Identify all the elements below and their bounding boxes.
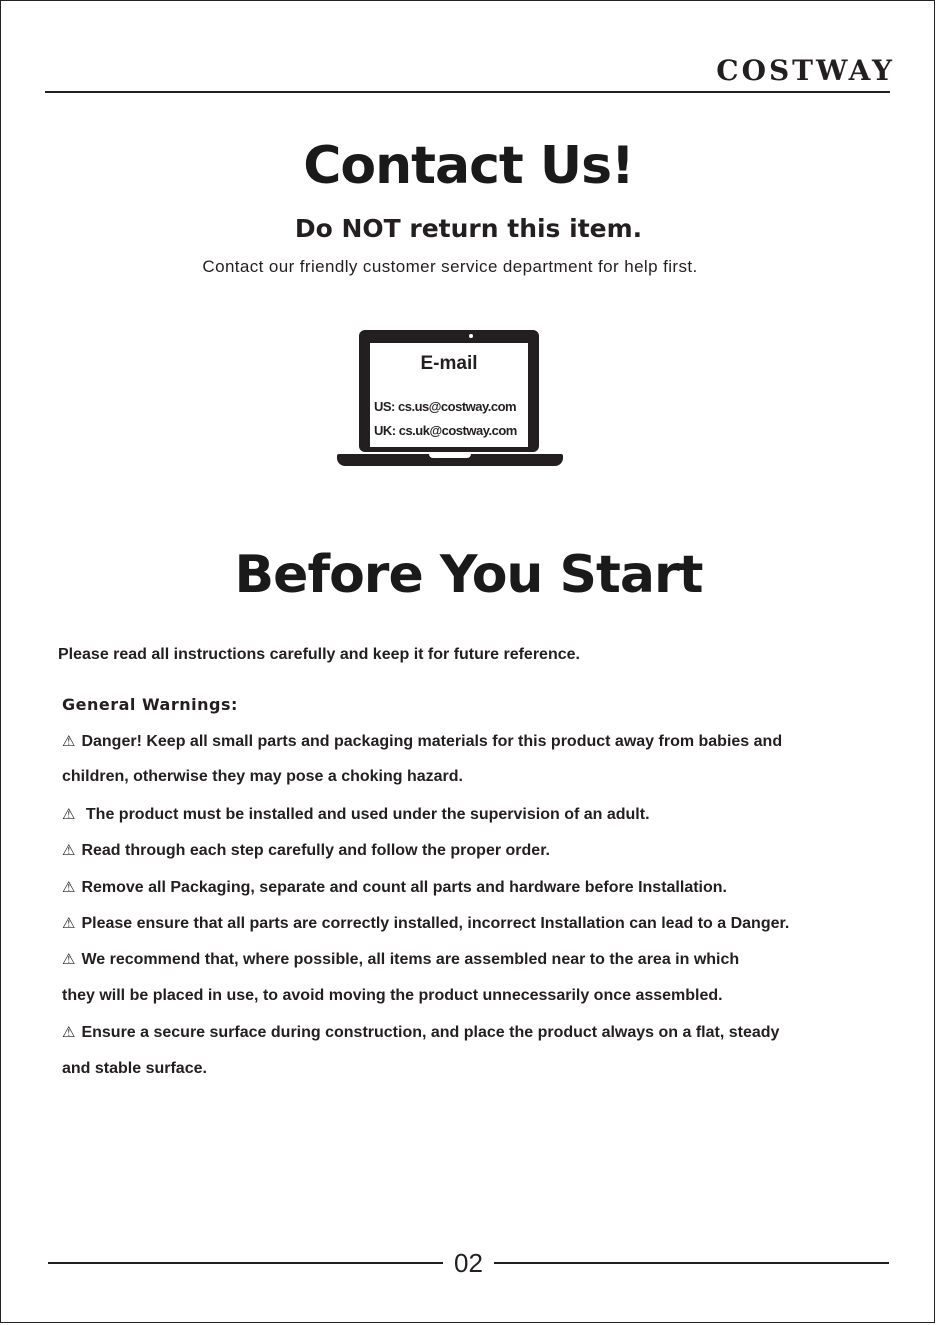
general-warnings-heading: General Warnings: [62,695,238,714]
footer-divider-right [494,1262,889,1264]
do-not-return-notice: Do NOT return this item. [294,214,643,243]
warning-line [62,805,650,824]
warning-line [62,1060,207,1078]
warning-line [62,950,739,969]
read-instructions-note: Please read all instructions carefully and keep it for future reference. [58,646,580,663]
warning-triangle-icon: ⚠ [62,806,76,823]
laptop-notch [429,454,471,458]
warning-text: they will be placed in use, to avoid moving the product unnecessarily once assembled. [62,987,723,1004]
email-us[interactable]: US: cs.us@costway.com [374,399,517,414]
warning-triangle-icon: ⚠ [62,1024,76,1041]
contact-intro: Contact our friendly customer service department for help first. [202,257,698,276]
warning-triangle-icon: ⚠ [62,915,76,932]
warning-text: We recommend that, where possible, all items are assembled near to the area in which [81,951,740,968]
warning-line [62,732,782,751]
header-divider [45,91,890,93]
warning-line [62,768,463,786]
warning-line [62,1023,779,1042]
warning-triangle-icon: ⚠ [62,842,76,859]
contact-title: Contact Us! [303,136,634,196]
warning-triangle-icon: ⚠ [62,951,76,968]
warning-text: The product must be installed and used under the supervision of an adult. [81,806,650,823]
warning-text: and stable surface. [62,1060,207,1077]
warning-text: Ensure a secure surface during construction, and place the product always on a flat, steady [81,1024,780,1041]
warning-text: Please ensure that all parts are correctly installed, incorrect Installation can lead to a Danger. [81,915,790,932]
brand-logo: COSTWAY [716,54,895,87]
warning-triangle-icon: ⚠ [62,733,76,750]
warning-line [62,987,723,1005]
laptop-illustration [337,328,563,470]
warning-text: Remove all Packaging, separate and count all parts and hardware before Installation. [81,879,727,896]
warning-text: Read through each step carefully and follow the proper order. [81,842,550,859]
warning-line [62,878,727,897]
email-uk[interactable]: UK: cs.uk@costway.com [374,423,517,438]
page-number: 02 [454,1248,483,1278]
warning-line [62,841,550,860]
before-you-start-title: Before You Start [234,545,703,605]
warning-triangle-icon: ⚠ [62,879,76,896]
warning-text: Danger! Keep all small parts and packaging materials for this product away from babies and [81,733,783,750]
warning-line [62,914,789,933]
laptop-camera-dot [469,334,473,338]
email-title: E-mail [420,353,478,374]
email-card [370,343,528,447]
warning-text: children, otherwise they may pose a choking hazard. [62,768,463,785]
